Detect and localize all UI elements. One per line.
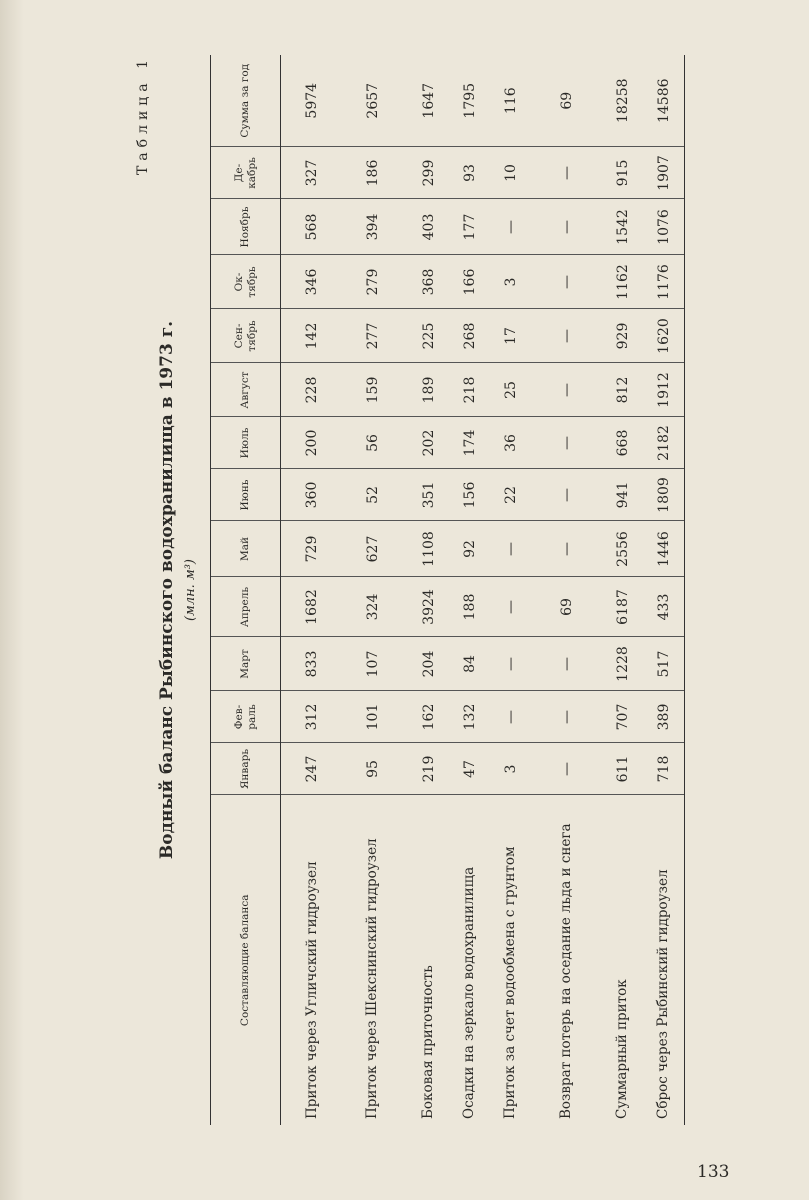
table-cell: 1795 <box>449 55 490 147</box>
table-cell: 1542 <box>602 199 643 255</box>
table-cell: 52 <box>338 469 409 521</box>
table-cell: 84 <box>449 637 490 691</box>
table-cell: 707 <box>602 691 643 743</box>
row-label: Возврат потерь на оседание льда и снега <box>558 823 575 1119</box>
table-cell: 1228 <box>602 637 643 691</box>
table-cell: 247 <box>281 743 338 795</box>
table-cell: 204 <box>408 637 449 691</box>
table-cell: 324 <box>338 577 409 637</box>
table-cell: 394 <box>338 199 409 255</box>
table-cell: 2657 <box>338 55 409 147</box>
table-cell: 1620 <box>643 309 684 363</box>
table-cell: 279 <box>338 255 409 309</box>
table-cell: 403 <box>408 199 449 255</box>
col-header: Июнь <box>211 469 281 521</box>
table-cell: 200 <box>281 417 338 469</box>
table-cell: 812 <box>602 363 643 417</box>
table-cell: — <box>532 363 603 417</box>
table-cell: 346 <box>281 255 338 309</box>
table-cell: 1076 <box>643 199 684 255</box>
table-cell: 47 <box>449 743 490 795</box>
table-cell: 162 <box>408 691 449 743</box>
water-balance-table <box>210 55 685 1125</box>
row-label: Сброс через Рыбинский гидроузел <box>643 795 684 1125</box>
table-cell: 218 <box>449 363 490 417</box>
table-cell: 5974 <box>281 55 338 147</box>
table-cell: 202 <box>408 417 449 469</box>
table-cell: 188 <box>449 577 490 637</box>
table-cell: 3 <box>490 255 531 309</box>
units-note: (млн. м³) <box>183 558 198 622</box>
row-label: Суммарный приток <box>614 979 631 1119</box>
table-cell: 568 <box>281 199 338 255</box>
table-cell: 107 <box>338 637 409 691</box>
table-row <box>281 55 338 1125</box>
table-cell: 166 <box>449 255 490 309</box>
table-cell: 268 <box>449 309 490 363</box>
table-cell: 611 <box>602 743 643 795</box>
row-label: Приток за счет водообмена с грунтом <box>502 846 519 1119</box>
table-cell: 174 <box>449 417 490 469</box>
table-cell: 3924 <box>408 577 449 637</box>
table-cell: 116 <box>490 55 531 147</box>
col-header: Составляющие баланса <box>211 795 281 1125</box>
table-cell: 6187 <box>602 577 643 637</box>
table-cell: 1912 <box>643 363 684 417</box>
table-cell: 228 <box>281 363 338 417</box>
table-cell: 3 <box>490 743 531 795</box>
table-row <box>532 55 603 1125</box>
table-cell: 18258 <box>602 55 643 147</box>
table-cell: 101 <box>338 691 409 743</box>
col-header: Фев- раль <box>211 691 281 743</box>
table-row <box>643 55 684 1125</box>
table-row <box>449 55 490 1125</box>
table-cell: 1682 <box>281 577 338 637</box>
table-cell: 1446 <box>643 521 684 577</box>
table-cell: 1907 <box>643 147 684 199</box>
row-label: Осадки на зеркало водохранилища <box>461 866 478 1119</box>
table-cell: 327 <box>281 147 338 199</box>
page-number: 133 <box>697 1162 730 1182</box>
table-cell: — <box>532 691 603 743</box>
table-cell: 1176 <box>643 255 684 309</box>
col-header: Сумма за год <box>211 55 281 147</box>
table-cell: 277 <box>338 309 409 363</box>
col-header: Март <box>211 637 281 691</box>
table-cell: — <box>532 309 603 363</box>
table-row <box>408 55 449 1125</box>
table-title: Водный баланс Рыбинского водохранилища в 1973 г. <box>157 320 177 860</box>
table-cell: 95 <box>338 743 409 795</box>
table-cell: 941 <box>602 469 643 521</box>
table-cell: 433 <box>643 577 684 637</box>
table-cell: 1647 <box>408 55 449 147</box>
table-cell: 36 <box>490 417 531 469</box>
table-cell: 729 <box>281 521 338 577</box>
table-cell: 142 <box>281 309 338 363</box>
table-cell: — <box>490 691 531 743</box>
table-cell: 627 <box>338 521 409 577</box>
table-cell: 1162 <box>602 255 643 309</box>
row-label: Приток через Угличский гидроузел <box>303 861 320 1119</box>
table-cell: 177 <box>449 199 490 255</box>
table-cell: 389 <box>643 691 684 743</box>
table-cell: 718 <box>643 743 684 795</box>
table-caption: Таблица 1 <box>135 55 151 176</box>
table-cell: — <box>532 417 603 469</box>
table-cell: 517 <box>643 637 684 691</box>
col-header: Сен- тябрь <box>211 309 281 363</box>
table-cell: 189 <box>408 363 449 417</box>
table-cell: 2556 <box>602 521 643 577</box>
table-cell: — <box>532 521 603 577</box>
row-label: Приток через Шекснинский гидроузел <box>364 838 381 1119</box>
table-cell: — <box>532 469 603 521</box>
table-cell: 10 <box>490 147 531 199</box>
table-row <box>490 55 531 1125</box>
table-cell: 156 <box>449 469 490 521</box>
table-cell: 360 <box>281 469 338 521</box>
col-header: Де- кабрь <box>211 147 281 199</box>
table-cell: 69 <box>532 55 603 147</box>
table-cell: 22 <box>490 469 531 521</box>
page-edge-shadow <box>0 0 24 1200</box>
table-cell: 219 <box>408 743 449 795</box>
table-cell: — <box>532 255 603 309</box>
table-cell: 25 <box>490 363 531 417</box>
table-cell: — <box>490 637 531 691</box>
table-cell: — <box>490 577 531 637</box>
table-cell: 17 <box>490 309 531 363</box>
table-cell: 93 <box>449 147 490 199</box>
col-header: Ок- тябрь <box>211 255 281 309</box>
table-cell: 92 <box>449 521 490 577</box>
table-cell: 2182 <box>643 417 684 469</box>
table-cell: 69 <box>532 577 603 637</box>
table-cell: 1809 <box>643 469 684 521</box>
col-header: Август <box>211 363 281 417</box>
table-cell: 915 <box>602 147 643 199</box>
table-cell: 159 <box>338 363 409 417</box>
table-cell: 132 <box>449 691 490 743</box>
table-row <box>338 55 409 1125</box>
col-header: Июль <box>211 417 281 469</box>
table-cell: 668 <box>602 417 643 469</box>
table-cell: — <box>532 743 603 795</box>
table-cell: — <box>490 521 531 577</box>
table-cell: 56 <box>338 417 409 469</box>
table-cell: — <box>490 199 531 255</box>
col-header: Май <box>211 521 281 577</box>
table-row <box>602 55 643 1125</box>
table-cell: — <box>532 147 603 199</box>
row-label: Боковая приточность <box>420 965 437 1119</box>
table-cell: 186 <box>338 147 409 199</box>
col-header: Январь <box>211 743 281 795</box>
table-cell: 929 <box>602 309 643 363</box>
table-cell: 312 <box>281 691 338 743</box>
table-cell: 299 <box>408 147 449 199</box>
table-cell: 1108 <box>408 521 449 577</box>
table-cell: 368 <box>408 255 449 309</box>
table-cell: 833 <box>281 637 338 691</box>
table-cell: — <box>532 199 603 255</box>
rotated-page-content <box>135 55 735 1125</box>
table-cell: 14586 <box>643 55 684 147</box>
table-cell: 351 <box>408 469 449 521</box>
table-cell: — <box>532 637 603 691</box>
table-cell: 225 <box>408 309 449 363</box>
col-header: Ноябрь <box>211 199 281 255</box>
col-header: Апрель <box>211 577 281 637</box>
